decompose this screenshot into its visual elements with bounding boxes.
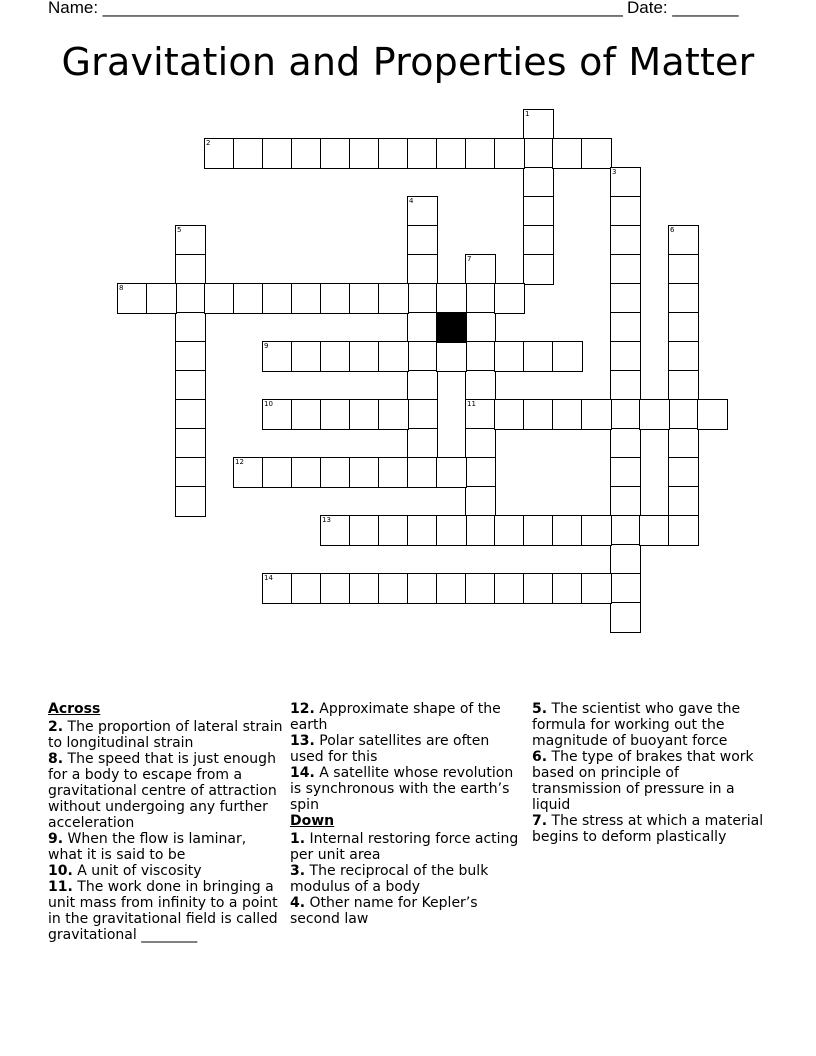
grid-cell[interactable] bbox=[378, 138, 409, 169]
clue-across-14: 14. A satellite whose revolution is synchronous with the earth’s spin bbox=[290, 765, 514, 813]
grid-cell[interactable] bbox=[465, 457, 496, 488]
clue-across-10: 10. A unit of viscosity bbox=[48, 863, 202, 879]
grid-cell[interactable] bbox=[175, 225, 206, 256]
clue-down-7: 7. The stress at which a material begins to deform plastically bbox=[532, 813, 764, 845]
grid-cell[interactable] bbox=[610, 341, 641, 372]
grid-cell[interactable] bbox=[523, 196, 554, 227]
grid-cell[interactable] bbox=[291, 573, 322, 604]
clues-column-3 bbox=[532, 701, 764, 845]
grid-cell[interactable] bbox=[494, 515, 525, 546]
cell-number: 3 bbox=[612, 168, 617, 176]
grid-cell[interactable] bbox=[175, 399, 206, 430]
grid-cell[interactable] bbox=[436, 283, 467, 314]
grid-cell[interactable] bbox=[465, 573, 496, 604]
grid-cell[interactable] bbox=[552, 341, 583, 372]
grid-cell[interactable] bbox=[175, 254, 206, 285]
cell-number: 4 bbox=[409, 197, 414, 205]
grid-cell[interactable] bbox=[378, 399, 409, 430]
grid-cell[interactable] bbox=[465, 138, 496, 169]
grid-cell[interactable] bbox=[349, 283, 380, 314]
grid-block bbox=[436, 312, 467, 343]
grid-cell[interactable] bbox=[436, 515, 467, 546]
grid-cell[interactable] bbox=[407, 515, 438, 546]
grid-cell[interactable] bbox=[262, 138, 293, 169]
grid-cell[interactable] bbox=[465, 312, 496, 343]
grid-cell[interactable] bbox=[407, 225, 438, 256]
cell-number: 7 bbox=[467, 255, 472, 263]
clue-down-3: 3. The reciprocal of the bulk modulus of a body bbox=[290, 863, 489, 895]
grid-cell[interactable] bbox=[407, 196, 438, 227]
grid-cell[interactable] bbox=[668, 515, 699, 546]
grid-cell[interactable] bbox=[204, 283, 235, 314]
grid-cell[interactable] bbox=[175, 283, 206, 314]
cell-number: 14 bbox=[264, 574, 273, 582]
grid-cell[interactable] bbox=[552, 573, 583, 604]
grid-cell[interactable] bbox=[146, 283, 177, 314]
clues-column-1 bbox=[48, 701, 284, 943]
grid-cell[interactable] bbox=[349, 341, 380, 372]
grid-cell[interactable] bbox=[407, 341, 438, 372]
grid-cell[interactable] bbox=[465, 399, 496, 430]
grid-cell[interactable] bbox=[697, 399, 728, 430]
grid-cell[interactable] bbox=[320, 515, 351, 546]
grid-cell[interactable] bbox=[320, 457, 351, 488]
grid-cell[interactable] bbox=[291, 399, 322, 430]
grid-cell[interactable] bbox=[668, 399, 699, 430]
grid-cell[interactable] bbox=[610, 225, 641, 256]
grid-cell[interactable] bbox=[465, 254, 496, 285]
grid-cell[interactable] bbox=[233, 138, 264, 169]
grid-cell[interactable] bbox=[581, 515, 612, 546]
grid-cell[interactable] bbox=[523, 515, 554, 546]
grid-cell[interactable] bbox=[639, 399, 670, 430]
grid-cell[interactable] bbox=[407, 399, 438, 430]
grid-cell[interactable] bbox=[552, 515, 583, 546]
cell-number: 10 bbox=[264, 400, 273, 408]
cell-number: 1 bbox=[525, 110, 530, 118]
grid-cell[interactable] bbox=[378, 283, 409, 314]
grid-cell[interactable] bbox=[610, 457, 641, 488]
across-heading: Across bbox=[48, 701, 101, 717]
grid-cell[interactable] bbox=[465, 370, 496, 401]
grid-cell[interactable] bbox=[262, 283, 293, 314]
grid-cell[interactable] bbox=[407, 370, 438, 401]
grid-cell[interactable] bbox=[610, 283, 641, 314]
grid-cell[interactable] bbox=[610, 428, 641, 459]
page-title: Gravitation and Properties of Matter bbox=[61, 40, 755, 84]
cell-number: 9 bbox=[264, 342, 269, 350]
grid-cell[interactable] bbox=[610, 312, 641, 343]
grid-cell[interactable] bbox=[320, 573, 351, 604]
grid-cell[interactable] bbox=[523, 399, 554, 430]
grid-cell[interactable] bbox=[610, 486, 641, 517]
grid-cell[interactable] bbox=[349, 457, 380, 488]
grid-cell[interactable] bbox=[320, 283, 351, 314]
grid-cell[interactable] bbox=[407, 283, 438, 314]
grid-cell[interactable] bbox=[175, 428, 206, 459]
grid-cell[interactable] bbox=[465, 341, 496, 372]
grid-cell[interactable] bbox=[175, 457, 206, 488]
grid-cell[interactable] bbox=[175, 370, 206, 401]
grid-cell[interactable] bbox=[320, 399, 351, 430]
grid-cell[interactable] bbox=[320, 341, 351, 372]
clue-down-6: 6. The type of brakes that work based on principle of transmission of pressure in a liquid bbox=[532, 749, 754, 813]
grid-cell[interactable] bbox=[610, 515, 641, 546]
cell-number: 13 bbox=[322, 516, 331, 524]
grid-cell[interactable] bbox=[523, 254, 554, 285]
grid-cell[interactable] bbox=[523, 573, 554, 604]
grid-cell[interactable] bbox=[262, 341, 293, 372]
clue-across-2: 2. The proportion of lateral strain to longitudinal strain bbox=[48, 719, 283, 751]
grid-cell[interactable] bbox=[378, 573, 409, 604]
grid-cell[interactable] bbox=[117, 283, 148, 314]
down-heading: Down bbox=[290, 813, 335, 829]
grid-cell[interactable] bbox=[465, 283, 496, 314]
clue-down-4: 4. Other name for Kepler’s second law bbox=[290, 895, 478, 927]
grid-cell[interactable] bbox=[378, 515, 409, 546]
grid-cell[interactable] bbox=[349, 573, 380, 604]
grid-cell[interactable] bbox=[668, 254, 699, 285]
grid-cell[interactable] bbox=[378, 457, 409, 488]
grid-cell[interactable] bbox=[291, 341, 322, 372]
clue-down-1: 1. Internal restoring force acting per unit area bbox=[290, 831, 519, 863]
grid-cell[interactable] bbox=[494, 573, 525, 604]
grid-cell[interactable] bbox=[378, 341, 409, 372]
grid-cell[interactable] bbox=[668, 428, 699, 459]
name-field[interactable]: Name: _______________________________________________________ bbox=[48, 0, 623, 17]
grid-cell[interactable] bbox=[204, 138, 235, 169]
grid-cell[interactable] bbox=[668, 341, 699, 372]
grid-cell[interactable] bbox=[233, 457, 264, 488]
grid-cell[interactable] bbox=[262, 399, 293, 430]
clue-across-9: 9. When the flow is laminar, what it is said to be bbox=[48, 831, 247, 863]
grid-cell[interactable] bbox=[407, 573, 438, 604]
grid-cell[interactable] bbox=[175, 486, 206, 517]
grid-cell[interactable] bbox=[262, 457, 293, 488]
grid-cell[interactable] bbox=[291, 283, 322, 314]
grid-cell[interactable] bbox=[175, 341, 206, 372]
grid-cell[interactable] bbox=[610, 399, 641, 430]
cell-number: 6 bbox=[670, 226, 675, 234]
grid-cell[interactable] bbox=[581, 138, 612, 169]
grid-cell[interactable] bbox=[523, 109, 554, 140]
grid-cell[interactable] bbox=[523, 341, 554, 372]
grid-cell[interactable] bbox=[610, 602, 641, 633]
cell-number: 12 bbox=[235, 458, 244, 466]
grid-cell[interactable] bbox=[639, 515, 670, 546]
grid-cell[interactable] bbox=[465, 486, 496, 517]
grid-cell[interactable] bbox=[436, 457, 467, 488]
grid-cell[interactable] bbox=[668, 370, 699, 401]
grid-cell[interactable] bbox=[349, 515, 380, 546]
clue-down-5: 5. The scientist who gave the formula for working out the magnitude of buoyant force bbox=[532, 701, 741, 749]
grid-cell[interactable] bbox=[668, 457, 699, 488]
clues-column-2 bbox=[290, 701, 520, 927]
cell-number: 5 bbox=[177, 226, 182, 234]
grid-cell[interactable] bbox=[523, 225, 554, 256]
grid-cell[interactable] bbox=[610, 573, 641, 604]
grid-cell[interactable] bbox=[668, 283, 699, 314]
grid-cell[interactable] bbox=[320, 138, 351, 169]
cell-number: 2 bbox=[206, 139, 211, 147]
grid-cell[interactable] bbox=[233, 283, 264, 314]
grid-cell[interactable] bbox=[610, 254, 641, 285]
cell-number: 11 bbox=[467, 400, 476, 408]
grid-cell[interactable] bbox=[581, 573, 612, 604]
grid-cell[interactable] bbox=[610, 196, 641, 227]
grid-cell[interactable] bbox=[494, 138, 525, 169]
grid-cell[interactable] bbox=[465, 428, 496, 459]
clue-across-8: 8. The speed that is just enough for a body to escape from a gravitational centre of attraction without undergoing any further acceleration bbox=[48, 751, 277, 831]
grid-cell[interactable] bbox=[436, 341, 467, 372]
grid-cell[interactable] bbox=[436, 138, 467, 169]
grid-cell[interactable] bbox=[494, 341, 525, 372]
grid-cell[interactable] bbox=[494, 283, 525, 314]
clue-across-11: 11. The work done in bringing a unit mass from infinity to a point in the gravitational field is called gravitational ________ bbox=[48, 879, 278, 943]
grid-cell[interactable] bbox=[407, 138, 438, 169]
clue-across-12: 12. Approximate shape of the earth bbox=[290, 701, 501, 733]
grid-cell[interactable] bbox=[291, 138, 322, 169]
grid-cell[interactable] bbox=[668, 312, 699, 343]
grid-cell[interactable] bbox=[262, 573, 293, 604]
grid-cell[interactable] bbox=[552, 138, 583, 169]
grid-cell[interactable] bbox=[407, 428, 438, 459]
grid-cell[interactable] bbox=[552, 399, 583, 430]
clue-across-13: 13. Polar satellites are often used for this bbox=[290, 733, 490, 765]
grid-cell[interactable] bbox=[436, 573, 467, 604]
grid-cell[interactable] bbox=[175, 312, 206, 343]
cell-number: 8 bbox=[119, 284, 124, 292]
grid-cell[interactable] bbox=[465, 515, 496, 546]
grid-cell[interactable] bbox=[523, 138, 554, 169]
grid-cell[interactable] bbox=[610, 167, 641, 198]
grid-cell[interactable] bbox=[349, 399, 380, 430]
grid-cell[interactable] bbox=[291, 457, 322, 488]
date-field[interactable]: Date: _______ bbox=[627, 0, 739, 17]
grid-cell[interactable] bbox=[581, 399, 612, 430]
grid-cell[interactable] bbox=[349, 138, 380, 169]
grid-cell[interactable] bbox=[407, 457, 438, 488]
grid-cell[interactable] bbox=[610, 370, 641, 401]
grid-cell[interactable] bbox=[668, 225, 699, 256]
grid-cell[interactable] bbox=[668, 486, 699, 517]
grid-cell[interactable] bbox=[407, 312, 438, 343]
grid-cell[interactable] bbox=[523, 167, 554, 198]
grid-cell[interactable] bbox=[407, 254, 438, 285]
grid-cell[interactable] bbox=[494, 399, 525, 430]
grid-cell[interactable] bbox=[610, 544, 641, 575]
